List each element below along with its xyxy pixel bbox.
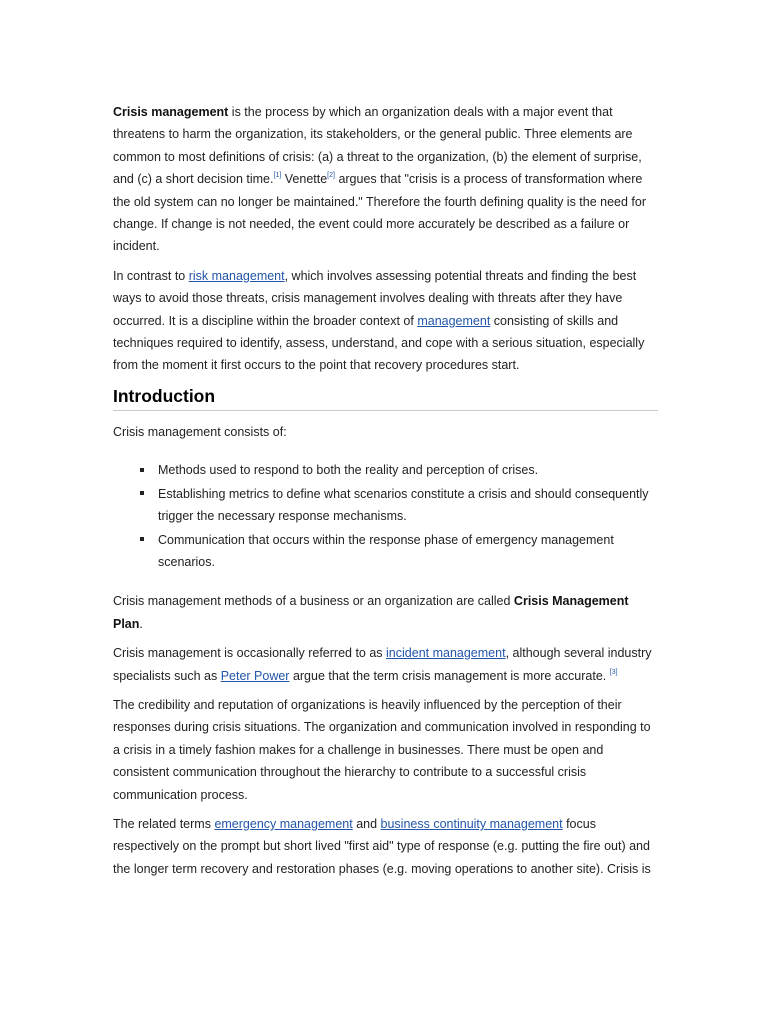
list-item: Establishing metrics to define what scenarios constitute a crisis and should consequently trigger the necessary response mechanisms.	[137, 483, 658, 528]
list-item: Methods used to respond to both the reality and perception of crises.	[137, 459, 658, 481]
citation-2[interactable]: [2]	[327, 172, 335, 180]
link-business-continuity-management[interactable]: business continuity management	[380, 816, 563, 831]
link-risk-management[interactable]: risk management	[188, 268, 285, 283]
term-crisis-management-plan: Crisis Management Plan	[113, 594, 629, 631]
link-peter-power[interactable]: Peter Power	[220, 668, 290, 683]
paragraph-consists-of: Crisis management consists of:	[113, 424, 287, 439]
list-item: Communication that occurs within the response phase of emergency management scenarios.	[137, 529, 658, 574]
bullet-icon	[140, 537, 144, 541]
paragraph-definition: Crisis management is the process by which an organization deals with a major event that threatens to harm the organization, its stakeholders, or the general public. Three elements are common to most definitions of crisis: (a) a threat to the organization, (b) the element of surprise, and (c) a short decision time.[1] Venette[2] argues that "crisis is a process of transformation where the old system can no longer be maintained." Therefore the fourth defining quality is the need for change. If change is not needed, the event could more accurately be described as a failure or incident.	[113, 105, 647, 254]
citation-1[interactable]: [1]	[273, 172, 282, 180]
paragraph-related-terms: The related terms emergency management and business continuity management focus respectively on the prompt but short lived "first aid" type of response (e.g. putting the fire out) and the longer term recovery and restoration phases (e.g. moving operations to another site). Crisis is	[113, 816, 651, 876]
paragraph-incident: Crisis management is occasionally referred to as incident management, although several industry specialists such as Peter Power argue that the term crisis management is more accurate. [3]	[113, 646, 652, 683]
bullet-icon	[140, 491, 144, 495]
link-emergency-management[interactable]: emergency management	[214, 816, 353, 831]
paragraph-plan: Crisis management methods of a business or an organization are called Crisis Management Plan.	[113, 594, 629, 631]
link-management[interactable]: management	[417, 313, 491, 328]
paragraph-contrast: In contrast to risk management, which involves assessing potential threats and finding the best ways to avoid those threats, crisis management involves dealing with threats after they have occurred. It is a discipline within the broader context of management consisting of skills and techniques required to identify, assess, understand, and cope with a serious situation, especially from the moment it first occurs to the point that recovery procedures start.	[113, 268, 645, 373]
link-incident-management[interactable]: incident management	[386, 646, 506, 661]
citation-3[interactable]: [3]	[609, 668, 618, 676]
section-heading-introduction: Introduction	[113, 384, 658, 411]
article-body	[113, 101, 658, 887]
bullet-icon	[140, 468, 144, 472]
paragraph-credibility: The credibility and reputation of organizations is heavily influenced by the perception of their responses during crisis situations. The organization and communication involved in responding to a crisis in a timely fashion makes for a challenge in businesses. There must be open and consistent communication throughout the hierarchy to contribute to a successful crisis communication process.	[113, 697, 651, 802]
consists-list	[113, 459, 658, 573]
term-crisis-management: Crisis management	[113, 105, 229, 119]
